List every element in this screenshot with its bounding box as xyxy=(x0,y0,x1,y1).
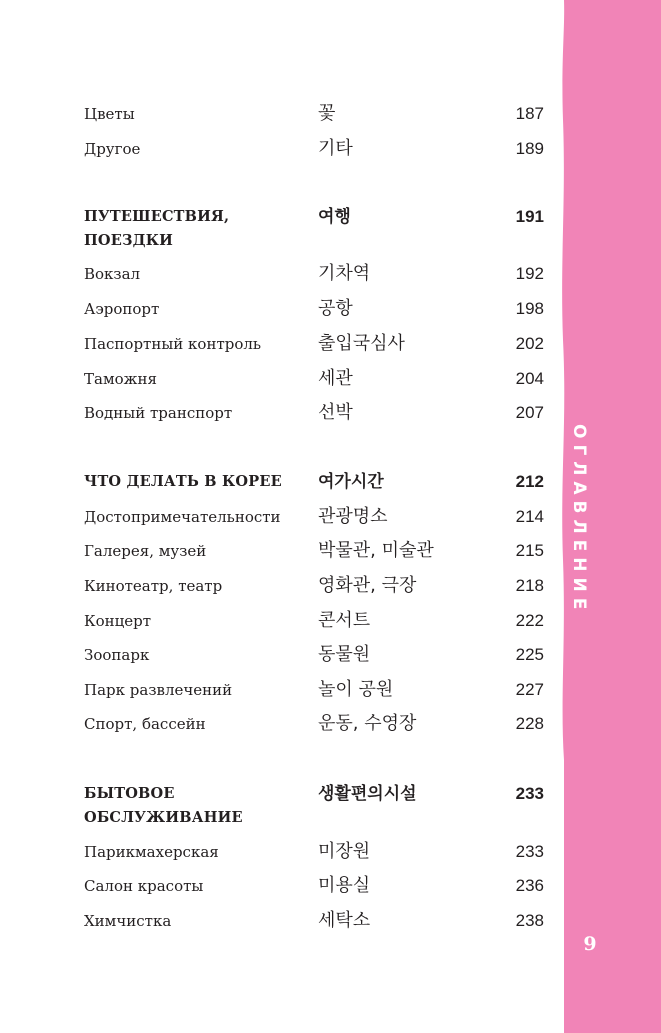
toc-page-number: 222 xyxy=(515,611,544,630)
toc-ko-title: 놀이 공원 xyxy=(318,679,394,700)
toc-row[interactable] xyxy=(0,367,560,397)
toc-ru-title: Галерея, музей xyxy=(84,542,207,560)
toc-page-number: 204 xyxy=(515,369,544,388)
toc-row[interactable] xyxy=(0,874,560,904)
toc-row[interactable] xyxy=(0,643,560,673)
toc-ko-title: 선박 xyxy=(318,402,353,423)
toc-row[interactable] xyxy=(0,401,560,431)
toc-page-number: 202 xyxy=(515,334,544,353)
toc-ko-title: 꽃 xyxy=(318,103,336,124)
toc-ko-title: 관광명소 xyxy=(318,506,388,527)
toc-ru-title: Аэропорт xyxy=(84,300,160,318)
toc-ru-title: Вокзал xyxy=(84,265,141,283)
toc-ko-title: 출입국심사 xyxy=(318,333,405,354)
side-tab-title-text: ОГЛАВЛЕНИЕ xyxy=(569,424,589,616)
toc-section-ru-title: ЧТО ДЕЛАТЬ В КОРЕЕ xyxy=(84,473,282,490)
toc-ru-title: Цветы xyxy=(84,105,135,123)
side-tab-title xyxy=(564,410,594,630)
toc-row[interactable] xyxy=(0,539,560,569)
toc-ko-title: 미장원 xyxy=(318,841,371,862)
toc-page-number: 215 xyxy=(515,541,544,560)
toc-ru-title: Достопримечательности xyxy=(84,508,281,526)
toc-row[interactable] xyxy=(0,262,560,292)
toc-ru-title: Другое xyxy=(84,140,141,158)
toc-section-ko-title: 여가시간 xyxy=(318,472,384,492)
toc-ko-title: 세관 xyxy=(318,368,353,389)
toc-ru-title: Химчистка xyxy=(84,912,172,930)
toc-ru-title: Парк развлечений xyxy=(84,681,233,699)
toc-ko-title: 동물원 xyxy=(318,644,371,665)
toc-page-number: 238 xyxy=(515,911,544,930)
toc-ru-title: Парикмахерская xyxy=(84,843,219,861)
toc-page-number: 236 xyxy=(515,876,544,895)
toc-row[interactable] xyxy=(0,574,560,604)
toc-row[interactable] xyxy=(0,609,560,639)
toc-section-ru-title: ПУТЕШЕСТВИЯ, ПОЕЗДКИ xyxy=(84,208,230,249)
toc-page-number: 189 xyxy=(515,139,544,158)
toc-ru-title: Салон красоты xyxy=(84,877,204,895)
toc-section-ko-title: 여행 xyxy=(318,207,351,227)
toc-page-number: 228 xyxy=(515,714,544,733)
toc-row[interactable] xyxy=(0,840,560,870)
toc-row[interactable] xyxy=(0,712,560,742)
toc-page-number: 225 xyxy=(515,645,544,664)
page-number: 9 xyxy=(583,933,597,955)
toc-ru-title: Зоопарк xyxy=(84,646,150,664)
toc-ko-title: 영화관, 극장 xyxy=(318,575,417,596)
toc-ru-title: Кинотеатр, театр xyxy=(84,577,223,595)
toc-row[interactable] xyxy=(0,332,560,362)
toc-section-header[interactable] xyxy=(0,782,560,832)
toc-ru-title: Спорт, бассейн xyxy=(84,715,206,733)
toc-ko-title: 기타 xyxy=(318,138,353,159)
toc-page-number: 207 xyxy=(515,403,544,422)
toc-page-number: 198 xyxy=(515,299,544,318)
toc-section-ko-title: 생활편의시설 xyxy=(318,784,417,804)
toc-ko-title: 박물관, 미술관 xyxy=(318,540,434,561)
toc-ko-title: 콘서트 xyxy=(318,610,371,631)
toc-section-header[interactable] xyxy=(0,205,560,255)
toc-page-number: 214 xyxy=(515,507,544,526)
toc-section-page-number: 191 xyxy=(515,207,544,226)
toc-row[interactable] xyxy=(0,505,560,535)
toc-page-number: 187 xyxy=(515,104,544,123)
toc-section-ru-title: БЫТОВОЕ ОБСЛУЖИВАНИЕ xyxy=(84,785,243,826)
toc-ko-title: 공항 xyxy=(318,298,353,319)
toc-row[interactable] xyxy=(0,137,560,167)
toc-page-number: 227 xyxy=(515,680,544,699)
toc-row[interactable] xyxy=(0,102,560,132)
toc-section-header[interactable] xyxy=(0,470,560,500)
toc-ko-title: 운동, 수영장 xyxy=(318,713,417,734)
toc-section-page-number: 233 xyxy=(515,784,544,803)
toc-page-number: 233 xyxy=(515,842,544,861)
toc-row[interactable] xyxy=(0,678,560,708)
toc-ru-title: Таможня xyxy=(84,370,157,388)
toc-row[interactable] xyxy=(0,909,560,939)
toc-page-number: 218 xyxy=(515,576,544,595)
toc-ru-title: Паспортный контроль xyxy=(84,335,262,353)
toc-ru-title: Водный транспорт xyxy=(84,404,233,422)
toc-row[interactable] xyxy=(0,297,560,327)
toc-ko-title: 미용실 xyxy=(318,875,371,896)
toc-section-page-number: 212 xyxy=(515,472,544,491)
toc-ru-title: Концерт xyxy=(84,612,152,630)
toc-ko-title: 세탁소 xyxy=(318,910,371,931)
toc-page-number: 192 xyxy=(515,264,544,283)
toc-ko-title: 기차역 xyxy=(318,263,371,284)
